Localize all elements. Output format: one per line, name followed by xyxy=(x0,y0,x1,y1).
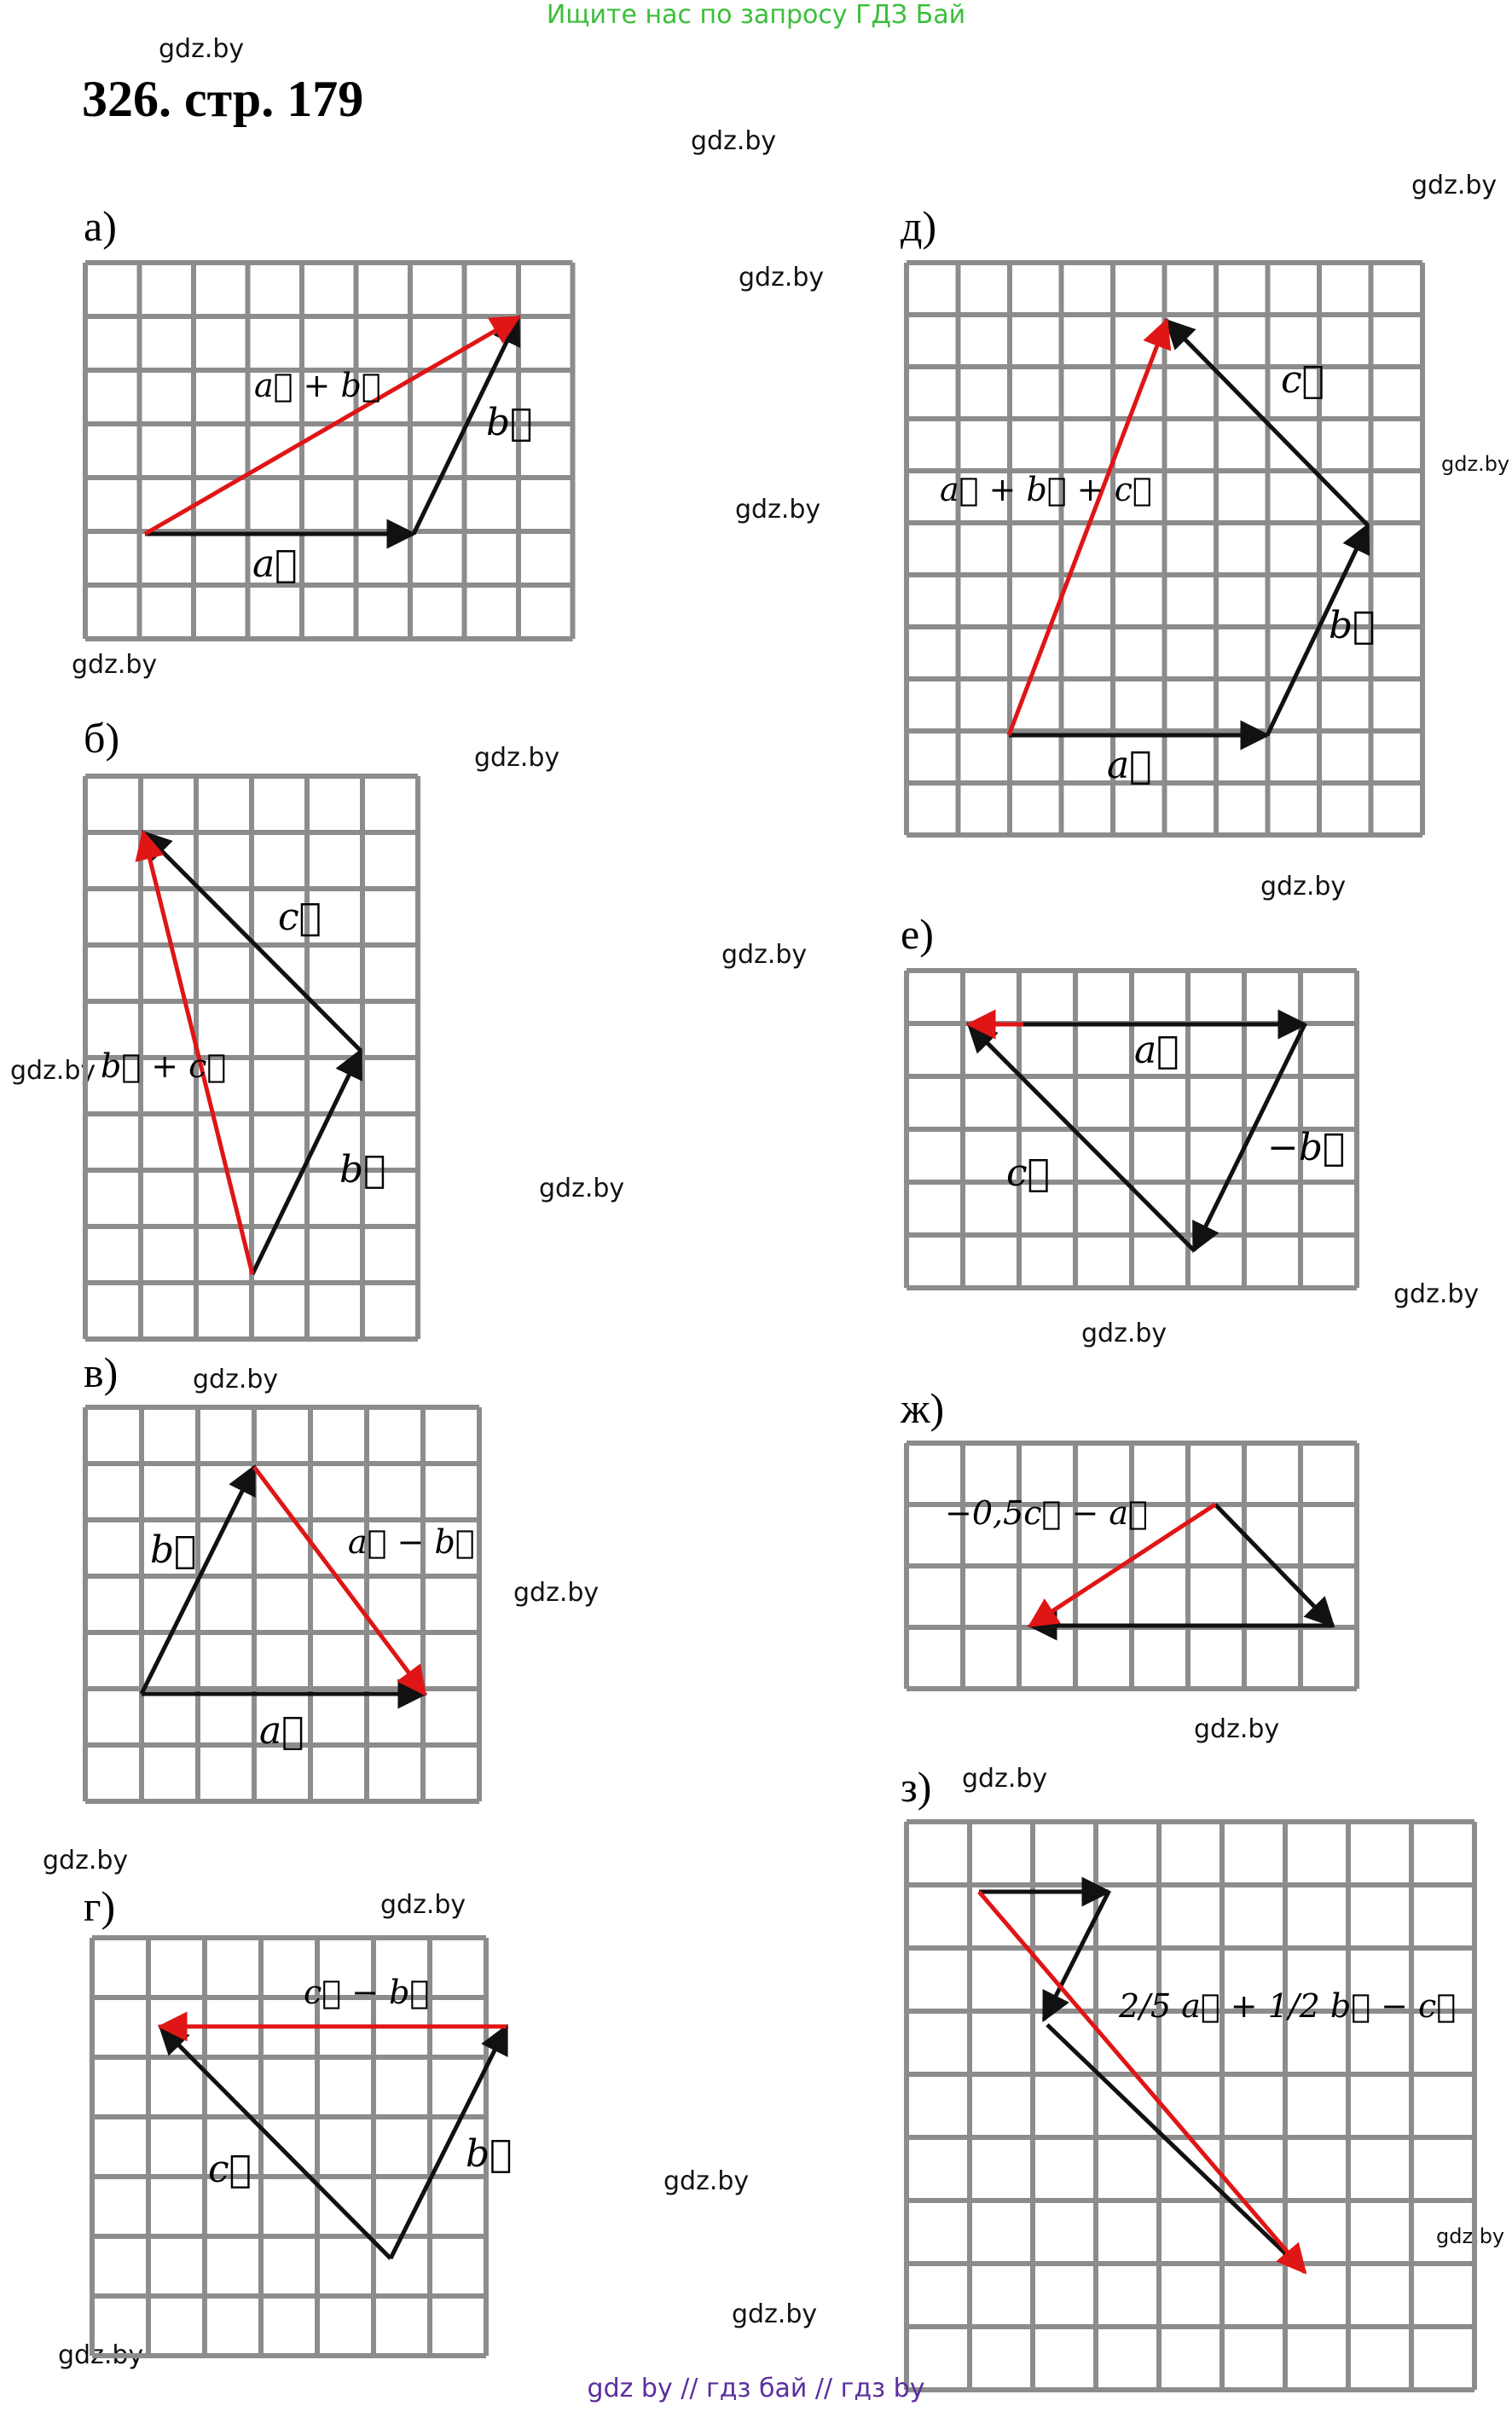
vector-label-e-minus-b: −b⃗ xyxy=(1267,1126,1346,1169)
vector-z-2 xyxy=(1044,1892,1109,2020)
vector-z-3 xyxy=(1047,2025,1305,2272)
vector-d-sum xyxy=(1009,321,1167,735)
vector-label-d-a: a⃗ xyxy=(1107,744,1152,787)
vector-label-v-b: b⃗ xyxy=(150,1528,197,1572)
vector-label-d-c: c⃗ xyxy=(1281,358,1325,402)
watermark: gdz.by xyxy=(691,126,777,156)
watermark: gdz.by xyxy=(159,34,245,64)
watermark: gdz.by xyxy=(539,1174,625,1203)
vector-label-g-c: c⃗ xyxy=(208,2148,252,2191)
vector-label-d-b: b⃗ xyxy=(1329,604,1376,647)
vector-label-b-b: b⃗ xyxy=(339,1148,386,1192)
part-label-e: е) xyxy=(901,910,934,958)
watermark: gdz.by xyxy=(735,495,821,525)
watermark: gdz.by xyxy=(1081,1319,1167,1348)
vector-label-v-a: a⃗ xyxy=(259,1709,304,1753)
vector-v-diff xyxy=(254,1467,425,1694)
vector-label-g-b: b⃗ xyxy=(466,2132,513,2176)
grid-zh xyxy=(907,1443,1357,1689)
part-label-a: а) xyxy=(84,202,117,250)
watermark: gdz.by xyxy=(739,263,825,293)
watermark: gdz.by xyxy=(72,650,158,680)
grid-a xyxy=(85,263,573,639)
part-label-b: б) xyxy=(84,714,120,762)
part-label-zh: ж) xyxy=(901,1384,945,1432)
vector-label-e-c: c⃗ xyxy=(1006,1151,1051,1195)
vector-label-a-sum: a⃗ + b⃗ xyxy=(254,367,381,404)
vector-label-v-diff: a⃗ − b⃗ xyxy=(348,1523,475,1561)
watermark: gdz.by xyxy=(1260,872,1347,902)
vector-label-b-c: c⃗ xyxy=(278,896,322,939)
watermark: gdz.by xyxy=(962,1764,1048,1794)
vector-label-zh-result: −0,5c⃗ − a⃗ xyxy=(945,1494,1148,1532)
watermark: gdz.by xyxy=(513,1578,600,1608)
vector-label-a-b: b⃗ xyxy=(486,401,533,444)
part-label-z: з) xyxy=(901,1763,932,1811)
page-title: 326. стр. 179 xyxy=(82,71,364,127)
watermark: gdz.by xyxy=(193,1365,279,1394)
vector-g-c xyxy=(160,2026,391,2258)
watermark: gdz.by xyxy=(1393,1279,1480,1309)
watermark: gdz.by xyxy=(474,743,560,773)
watermark: gdz.by xyxy=(10,1056,96,1086)
watermark: gdz.by xyxy=(732,2299,818,2329)
watermark: gdz.by xyxy=(58,2340,144,2370)
watermark: gdz.by xyxy=(1436,2224,1505,2248)
part-label-d: д) xyxy=(901,202,937,250)
vector-label-d-sum: a⃗ + b⃗ + c⃗ xyxy=(940,471,1152,508)
part-label-v: в) xyxy=(84,1348,119,1396)
watermark: gdz.by xyxy=(380,1890,466,1920)
vector-label-g-diff: c⃗ − b⃗ xyxy=(304,1974,430,2011)
grid-d xyxy=(907,263,1422,835)
watermark: gdz.by xyxy=(1441,452,1510,476)
watermark: gdz.by xyxy=(43,1846,129,1876)
vector-label-e-a: a⃗ xyxy=(1134,1029,1179,1072)
footer-links: gdz by // гдз бай // гдз by xyxy=(587,2374,925,2403)
watermark: gdz.by xyxy=(1194,1714,1280,1744)
vector-label-b-sum: b⃗ + c⃗ xyxy=(101,1047,227,1085)
watermark: gdz.by xyxy=(663,2166,750,2196)
vector-label-a-a: a⃗ xyxy=(252,542,298,586)
watermark: gdz.by xyxy=(721,940,808,970)
watermark: gdz.by xyxy=(1411,171,1498,200)
part-label-g: г) xyxy=(84,1882,116,1930)
top-banner: Ищите нас по запросу ГДЗ Бай xyxy=(546,0,966,30)
vector-label-z-result: 2/5 a⃗ + 1/2 b⃗ − c⃗ xyxy=(1119,1987,1457,2025)
